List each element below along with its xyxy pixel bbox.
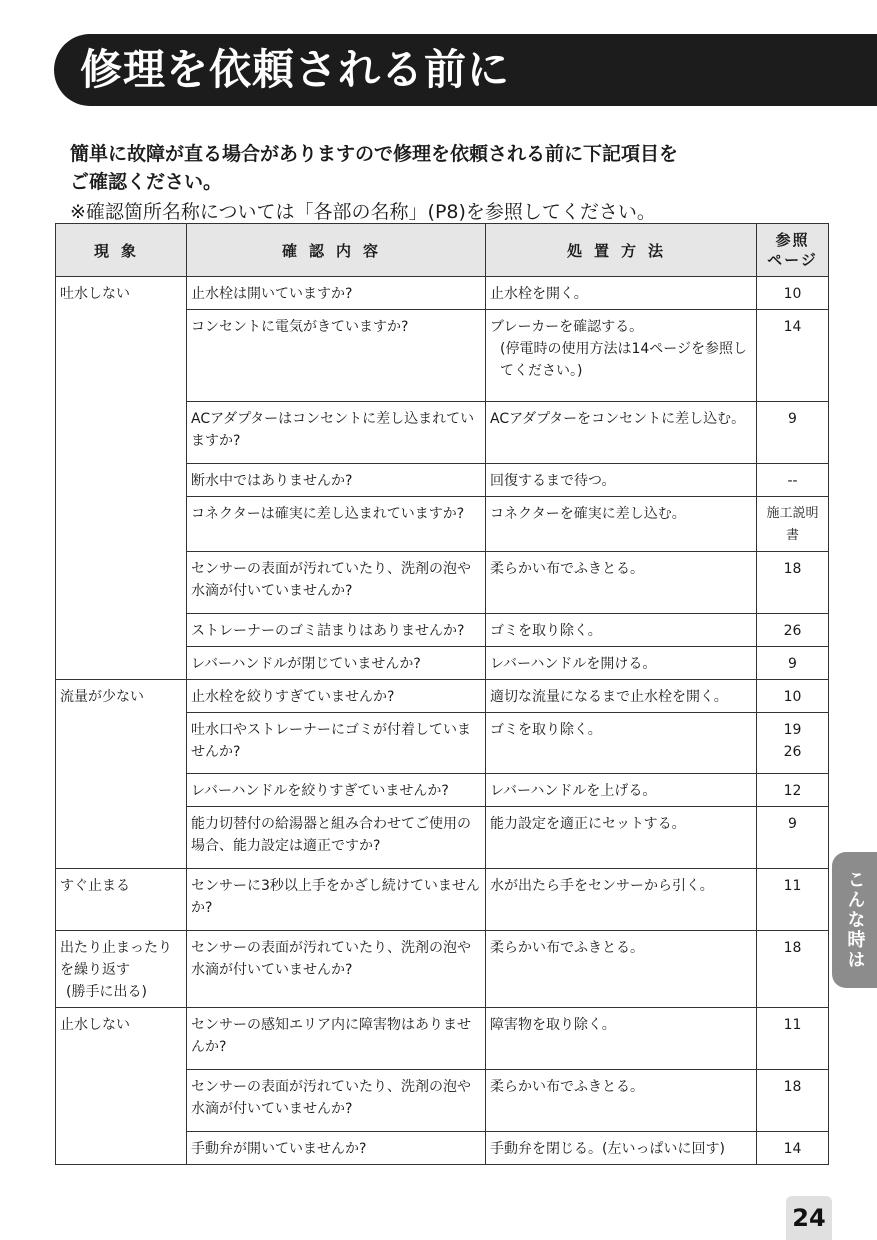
header-page-line-2: ページ <box>767 251 818 269</box>
check-cell: レバーハンドルが閉じていませんか? <box>187 647 486 680</box>
page-ref: 10 <box>783 689 802 705</box>
remedy-text: ゴミを取り除く。 <box>490 722 602 738</box>
check-cell: センサーの表面が汚れていたり、洗剤の泡や水滴が付いていませんか? <box>187 931 486 1008</box>
remedy-subtext: (停電時の使用方法は14ページを参照してください。) <box>500 341 747 379</box>
check-cell: 吐水口やストレーナーにゴミが付着していませんか? <box>187 713 486 774</box>
troubleshooting-table <box>55 223 829 1165</box>
remedy-text: コネクターを確実に差し込む。 <box>490 506 686 522</box>
remedy-text: 柔らかい布でふきとる。 <box>490 561 644 577</box>
page-ref: 26 <box>783 623 802 639</box>
remedy-text: 止水栓を開く。 <box>490 286 588 302</box>
intro-line-2: ご確認ください。 <box>70 171 223 193</box>
remedy-cell <box>486 552 757 614</box>
check-cell: センサーの表面が汚れていたり、洗剤の泡や水滴が付いていませんか? <box>187 1070 486 1132</box>
remedy-cell <box>486 1008 757 1070</box>
remedy-text: 適切な流量になるまで止水栓を開く。 <box>490 689 728 705</box>
page-ref: 19 <box>783 722 802 738</box>
remedy-text: ブレーカーを確認する。 <box>490 319 644 335</box>
remedy-cell <box>486 497 757 552</box>
remedy-text: ACアダプターをコンセントに差し込む。 <box>490 411 746 427</box>
symptom-text: (勝手に出る) <box>66 984 147 1000</box>
header-page <box>757 224 829 277</box>
page-ref-cell <box>757 402 829 464</box>
page-ref: 9 <box>788 411 797 427</box>
table-row <box>56 869 829 931</box>
remedy-cell <box>486 464 757 497</box>
remedy-cell <box>486 647 757 680</box>
remedy-text: ゴミを取り除く。 <box>490 623 602 639</box>
page-ref-cell <box>757 1132 829 1165</box>
page-ref-cell <box>757 647 829 680</box>
side-tab[interactable] <box>832 852 877 988</box>
remedy-cell <box>486 614 757 647</box>
check-cell: 手動弁が開いていませんか? <box>187 1132 486 1165</box>
header-remedy: 処置方法 <box>486 224 757 277</box>
check-cell: ストレーナーのゴミ詰まりはありませんか? <box>187 614 486 647</box>
remedy-cell <box>486 277 757 310</box>
table-row <box>56 680 829 713</box>
remedy-cell <box>486 1070 757 1132</box>
remedy-text: レバーハンドルを上げる。 <box>490 783 657 799</box>
page-ref: 11 <box>783 1017 802 1033</box>
side-tab-label: こんな時は <box>844 870 866 970</box>
table-body <box>56 277 829 1165</box>
symptom-text: 流量が少ない <box>60 689 144 705</box>
page-ref-cell <box>757 1070 829 1132</box>
remedy-cell <box>486 1132 757 1165</box>
page-ref: 18 <box>783 940 802 956</box>
symptom-cell <box>56 931 187 1008</box>
remedy-cell <box>486 931 757 1008</box>
remedy-text: 手動弁を閉じる。(左いっぱいに回す) <box>490 1141 725 1157</box>
remedy-text: レバーハンドルを開ける。 <box>490 656 657 672</box>
page-ref-cell <box>757 552 829 614</box>
page-number-box <box>786 1196 832 1240</box>
check-cell: センサーの表面が汚れていたり、洗剤の泡や水滴が付いていませんか? <box>187 552 486 614</box>
symptom-cell <box>56 277 187 680</box>
page-ref: -- <box>787 473 798 489</box>
page-ref-cell <box>757 680 829 713</box>
page-ref-cell <box>757 807 829 869</box>
remedy-text: 柔らかい布でふきとる。 <box>490 940 644 956</box>
intro-note: ※確認箇所名称については「各部の名称」(P8)を参照してください。 <box>70 201 656 223</box>
intro-line-1: 簡単に故障が直る場合がありますので修理を依頼される前に下記項目を <box>70 143 679 165</box>
check-cell: 能力切替付の給湯器と組み合わせてご使用の場合、能力設定は適正ですか? <box>187 807 486 869</box>
page-ref: 14 <box>783 319 802 335</box>
page-ref-cell <box>757 774 829 807</box>
intro-text <box>70 140 830 226</box>
header-check: 確認内容 <box>187 224 486 277</box>
symptom-text: 吐水しない <box>60 286 130 302</box>
header-page-line-1: 参照 <box>775 231 810 249</box>
remedy-text: 回復するまで待つ。 <box>490 473 616 489</box>
remedy-text: 障害物を取り除く。 <box>490 1017 616 1033</box>
page-ref: 9 <box>788 656 797 672</box>
symptom-text: 出たり止まったり <box>60 940 172 956</box>
symptom-cell <box>56 869 187 931</box>
table-header-row <box>56 224 829 277</box>
table-row <box>56 1008 829 1070</box>
symptom-text: すぐ止まる <box>60 878 130 894</box>
page-ref: 施工説明書 <box>766 506 819 543</box>
page-ref-cell <box>757 464 829 497</box>
page-ref: 12 <box>783 783 802 799</box>
check-cell: 断水中ではありませんか? <box>187 464 486 497</box>
page-title: 修理を依頼される前に <box>80 45 511 94</box>
remedy-cell <box>486 402 757 464</box>
page-ref: 11 <box>783 878 802 894</box>
header-symptom: 現象 <box>56 224 187 277</box>
table-row <box>56 277 829 310</box>
check-cell: 止水栓は開いていますか? <box>187 277 486 310</box>
symptom-cell <box>56 1008 187 1165</box>
page-ref-cell <box>757 931 829 1008</box>
remedy-text: 能力設定を適正にセットする。 <box>490 816 686 832</box>
check-cell: コンセントに電気がきていますか? <box>187 310 486 402</box>
remedy-cell <box>486 310 757 402</box>
symptom-text: 止水しない <box>60 1017 130 1033</box>
symptom-text: を繰り返す <box>60 962 130 978</box>
page-ref: 18 <box>783 561 802 577</box>
check-cell: センサーに3秒以上手をかざし続けていませんか? <box>187 869 486 931</box>
page-ref-cell <box>757 614 829 647</box>
remedy-text: 柔らかい布でふきとる。 <box>490 1079 644 1095</box>
page-number: 24 <box>792 1204 826 1232</box>
remedy-text: 水が出たら手をセンサーから引く。 <box>490 878 714 894</box>
page-ref-cell <box>757 497 829 552</box>
remedy-cell <box>486 680 757 713</box>
title-banner <box>54 34 877 106</box>
remedy-cell <box>486 713 757 774</box>
page-ref: 26 <box>783 744 802 760</box>
remedy-cell <box>486 869 757 931</box>
check-cell: 止水栓を絞りすぎていませんか? <box>187 680 486 713</box>
page-ref-cell <box>757 713 829 774</box>
page-ref: 9 <box>788 816 797 832</box>
page-ref: 10 <box>783 286 802 302</box>
table-row <box>56 931 829 1008</box>
check-cell: レバーハンドルを絞りすぎていませんか? <box>187 774 486 807</box>
check-cell: ACアダプターはコンセントに差し込まれていますか? <box>187 402 486 464</box>
page-ref: 14 <box>783 1141 802 1157</box>
symptom-cell <box>56 680 187 869</box>
page-ref: 18 <box>783 1079 802 1095</box>
page-ref-cell <box>757 1008 829 1070</box>
page-ref-cell <box>757 277 829 310</box>
remedy-cell <box>486 807 757 869</box>
remedy-cell <box>486 774 757 807</box>
page-ref-cell <box>757 310 829 402</box>
page-ref-cell <box>757 869 829 931</box>
check-cell: コネクターは確実に差し込まれていますか? <box>187 497 486 552</box>
check-cell: センサーの感知エリア内に障害物はありませんか? <box>187 1008 486 1070</box>
